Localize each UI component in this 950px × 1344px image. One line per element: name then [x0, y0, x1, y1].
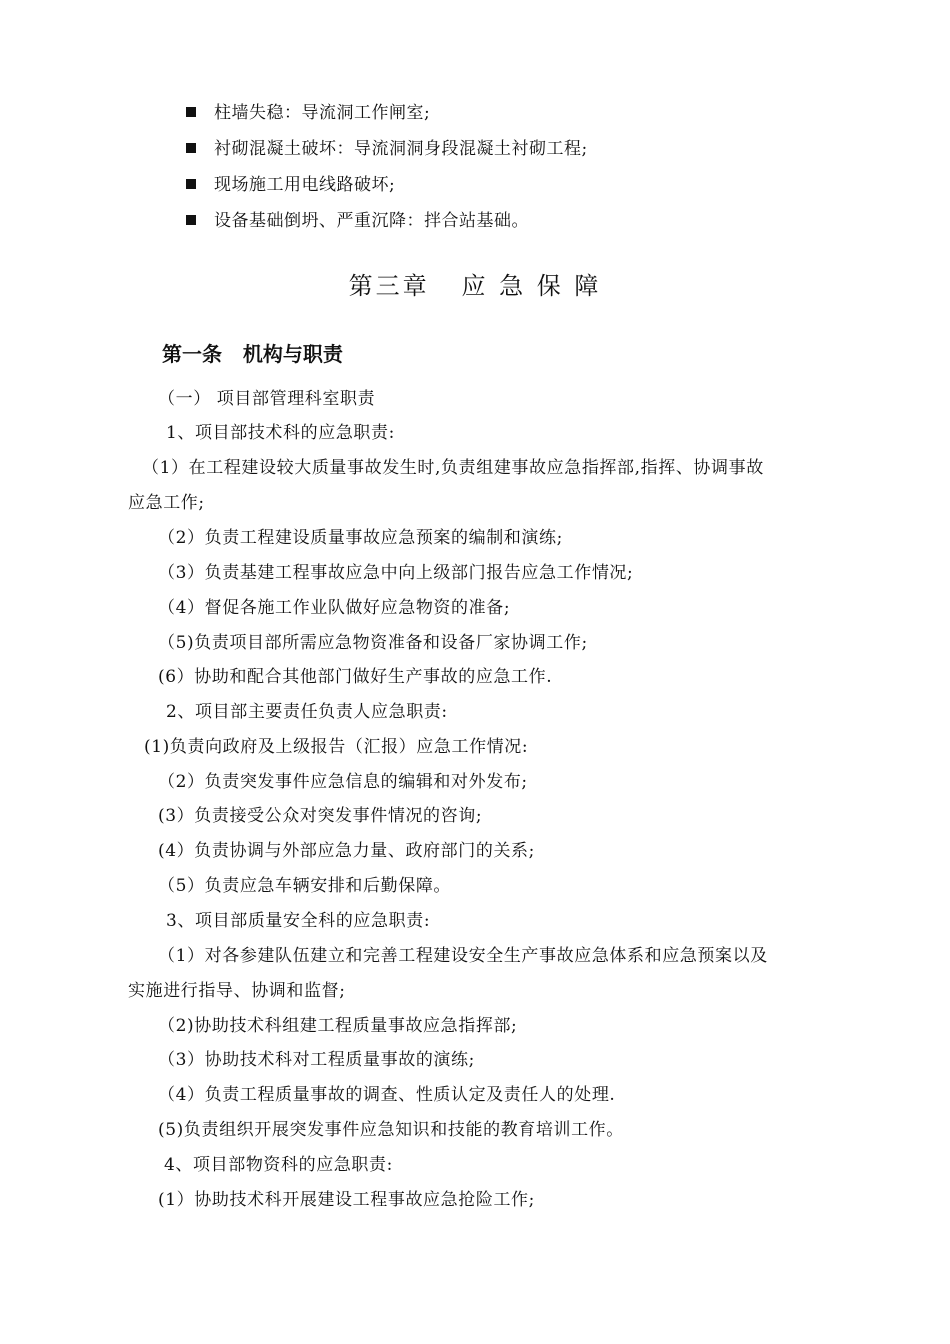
paragraph-line: （4）负责工程质量事故的调查、性质认定及责任人的处理. — [158, 1085, 616, 1105]
section-heading: （一） 项目部管理科室职责 — [158, 389, 376, 409]
subsection-heading: 1、项目部技术科的应急职责: — [166, 423, 395, 443]
bullet-text: 设备基础倒坍、严重沉降：拌合站基础。 — [214, 211, 529, 231]
square-bullet-icon — [186, 143, 196, 153]
paragraph-line: （2）负责工程建设质量事故应急预案的编制和演练; — [158, 528, 563, 548]
square-bullet-icon — [186, 215, 196, 225]
paragraph-line: （3）协助技术科对工程质量事故的演练; — [158, 1050, 475, 1070]
bullet-item — [186, 206, 886, 242]
article-title: 第一条 机构与职责 — [162, 342, 343, 366]
paragraph-line: （5）负责应急车辆安排和后勤保障。 — [158, 876, 452, 896]
chapter-title: 第三章 应 急 保 障 — [348, 272, 602, 300]
paragraph-line: 应急工作; — [128, 493, 205, 513]
paragraph-line: (3）负责接受公众对突发事件情况的咨询; — [158, 806, 483, 826]
square-bullet-icon — [186, 107, 196, 117]
paragraph-line: (1)负责向政府及上级报告（汇报）应急工作情况: — [144, 737, 529, 757]
paragraph-line: (4）负责协调与外部应急力量、政府部门的关系; — [158, 841, 535, 861]
paragraph-line: 实施进行指导、协调和监督; — [128, 981, 346, 1001]
subsection-heading: 2、项目部主要责任负责人应急职责: — [166, 702, 448, 722]
paragraph-line: （2）负责突发事件应急信息的编辑和对外发布; — [158, 772, 528, 792]
bullet-item — [186, 98, 886, 134]
paragraph-line: （2)协助技术科组建工程质量事故应急指挥部; — [158, 1016, 518, 1036]
paragraph-line: (5)负责组织开展突发事件应急知识和技能的教育培训工作。 — [158, 1120, 624, 1140]
subsection-heading: 4、项目部物资科的应急职责: — [164, 1155, 393, 1175]
bullet-text: 柱墙失稳：导流洞工作闸室; — [214, 103, 431, 123]
bullet-item — [186, 170, 886, 206]
paragraph-line: （1）对各参建队伍建立和完善工程建设安全生产事故应急体系和应急预案以及 — [158, 946, 768, 966]
hazard-bullet-list — [186, 98, 886, 242]
bullet-text: 衬砌混凝土破坏：导流洞洞身段混凝土衬砌工程; — [214, 139, 588, 159]
paragraph-line: （5)负责项目部所需应急物资准备和设备厂家协调工作; — [158, 633, 588, 653]
paragraph-line: （4）督促各施工作业队做好应急物资的准备; — [158, 598, 511, 618]
paragraph-line: （1）在工程建设较大质量事故发生时,负责组建事故应急指挥部,指挥、协调事故 — [142, 458, 764, 478]
paragraph-line: (1）协助技术科开展建设工程事故应急抢险工作; — [158, 1190, 535, 1210]
paragraph-line: (6）协助和配合其他部门做好生产事故的应急工作. — [158, 667, 553, 687]
bullet-text: 现场施工用电线路破坏; — [214, 175, 396, 195]
bullet-item — [186, 134, 886, 170]
paragraph-line: （3）负责基建工程事故应急中向上级部门报告应急工作情况; — [158, 563, 634, 583]
subsection-heading: 3、项目部质量安全科的应急职责: — [166, 911, 431, 931]
square-bullet-icon — [186, 179, 196, 189]
